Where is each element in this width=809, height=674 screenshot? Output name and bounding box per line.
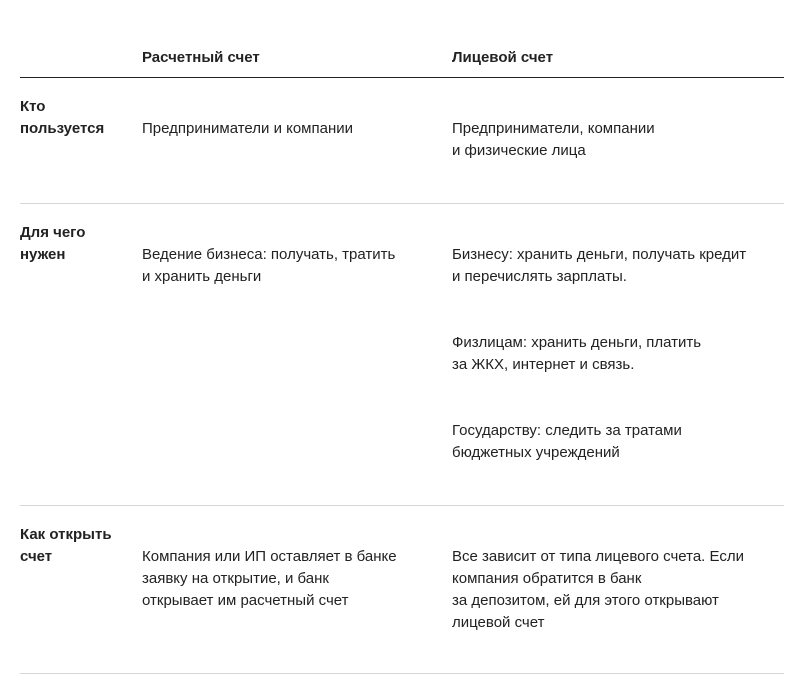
- header-personal-account: Лицевой счет: [452, 37, 784, 78]
- row-label: Для чего нужен: [20, 204, 142, 506]
- personal-text: Предприниматели, компании и физические лица: [452, 120, 655, 159]
- settlement-text: Ведение бизнеса: получать, тратить и хранить деньги: [142, 246, 396, 285]
- table-row-purpose: [20, 204, 784, 506]
- settlement-text: Предприниматели и компании: [142, 120, 354, 137]
- header-empty: [20, 37, 142, 78]
- personal-cell: [452, 204, 784, 506]
- row-label: Кто пользуется: [20, 78, 142, 204]
- settlement-cell: [142, 204, 452, 506]
- personal-text-state: Государству: следить за тратами бюджетных учреждений: [452, 422, 682, 461]
- personal-cell: [452, 506, 784, 674]
- header-row: [20, 37, 784, 78]
- table-row-who-uses: [20, 78, 784, 204]
- personal-cell: [452, 78, 784, 204]
- personal-text-business: Бизнесу: хранить деньги, получать кредит и перечислять зарплаты.: [452, 246, 747, 285]
- settlement-cell: [142, 506, 452, 674]
- row-label: Как открыть счет: [20, 506, 142, 674]
- personal-text-individuals: Физлицам: хранить деньги, платить за ЖКХ, интернет и связь.: [452, 334, 702, 373]
- settlement-cell: [142, 78, 452, 204]
- header-settlement-account: Расчетный счет: [142, 37, 452, 78]
- settlement-text: Компания или ИП оставляет в банке заявку на открытие, и банк открывает им расчетный счет: [142, 548, 397, 609]
- personal-text: Все зависит от типа лицевого счета. Если компания обратится в банк за депозитом, ей для этого открывают лицевой счет: [452, 548, 744, 631]
- table-row-how-to-open: [20, 506, 784, 674]
- comparison-table: [20, 37, 784, 674]
